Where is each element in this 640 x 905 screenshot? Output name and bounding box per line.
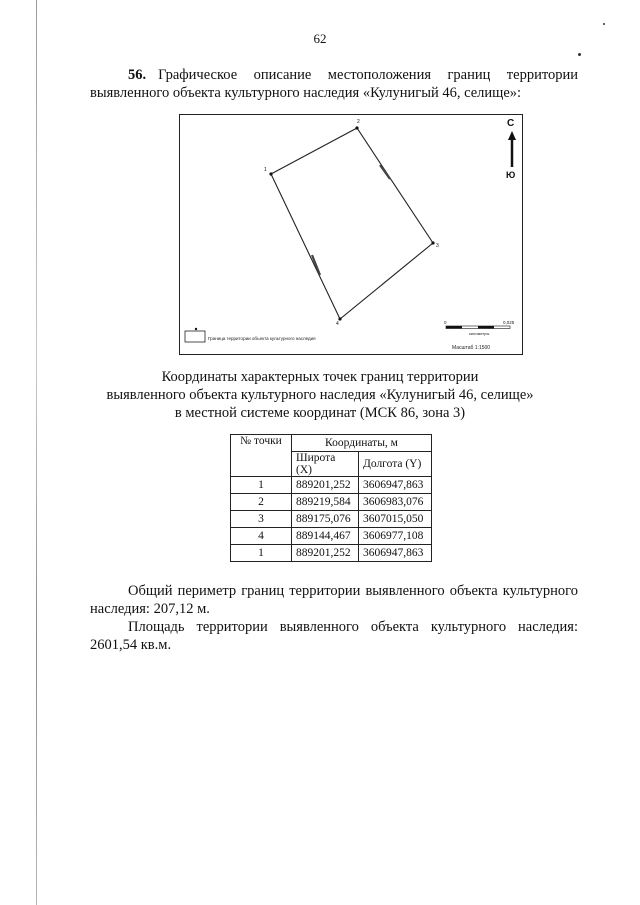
- scan-speck: [578, 53, 581, 56]
- header-lon: Долгота (Y): [359, 452, 432, 477]
- cell-x: 889201,252: [292, 545, 359, 562]
- scale-unit: километры: [469, 331, 490, 336]
- legend-swatch: [185, 331, 205, 342]
- south-label: Ю: [506, 170, 516, 180]
- cell-point: 4: [231, 528, 292, 545]
- cell-x: 889219,584: [292, 494, 359, 511]
- table-row: [231, 477, 432, 494]
- cell-point: 2: [231, 494, 292, 511]
- header-coordinates: Координаты, м: [292, 435, 432, 452]
- legend-label: Граница территории объекта культурного наследия: [208, 336, 316, 341]
- table-row: [231, 528, 432, 545]
- cell-y: 3606977,108: [359, 528, 432, 545]
- cell-point: 1: [231, 545, 292, 562]
- cell-y: 3607015,050: [359, 511, 432, 528]
- cell-point: 3: [231, 511, 292, 528]
- scan-edge-line: [36, 0, 37, 905]
- cell-y: 3606947,863: [359, 545, 432, 562]
- coordinates-table: [230, 434, 432, 562]
- territory-boundary: [271, 128, 433, 319]
- perimeter-text: Общий периметр границ территории выявленного объекта культурного наследия: 207,12 м.: [90, 583, 578, 617]
- cell-x: 889201,252: [292, 477, 359, 494]
- page-number: 62: [313, 31, 327, 46]
- cell-y: 3606983,076: [359, 494, 432, 511]
- boundary-point-marker: [355, 126, 358, 129]
- perimeter-paragraph: [90, 582, 578, 618]
- cell-point: 1: [231, 477, 292, 494]
- scale-start: 0: [444, 320, 447, 325]
- point-label-4: 4: [336, 321, 339, 327]
- header-lat: Широта (X): [292, 452, 359, 477]
- coordinates-title-line2: выявленного объекта культурного наследия «Кулунигый 46, селище»: [106, 387, 534, 403]
- section-heading-text: Графическое описание местоположения границ территории выявленного объекта культурного наследия «Кулунигый 46, селище»:: [90, 67, 578, 101]
- north-label: С: [507, 118, 515, 129]
- boundary-map-drawing: [180, 115, 524, 356]
- point-label-3: 3: [436, 243, 439, 249]
- boundary-point-marker: [431, 241, 434, 244]
- table-row: [231, 494, 432, 511]
- coordinates-title-line1: Координаты характерных точек границ территории: [161, 369, 479, 385]
- header-point: № точки: [231, 435, 292, 477]
- cell-x: 889144,467: [292, 528, 359, 545]
- cell-x: 889175,076: [292, 511, 359, 528]
- boundary-hatch: [312, 255, 320, 275]
- cell-y: 3606947,863: [359, 477, 432, 494]
- north-arrow-icon: [508, 131, 516, 167]
- coordinates-title-line3: в местной системе координат (МСК 86, зона 3): [174, 405, 466, 421]
- scale-end: 0,025: [503, 320, 515, 325]
- boundary-hatch: [380, 165, 390, 179]
- section-number: 56.: [128, 67, 147, 83]
- section-heading: [90, 66, 578, 102]
- point-label-1: 1: [264, 167, 267, 173]
- scale-ratio: Масштаб 1:1500: [452, 345, 491, 351]
- area-paragraph: [90, 618, 578, 654]
- table-row: [231, 545, 432, 562]
- table-row: [231, 511, 432, 528]
- area-text: Площадь территории выявленного объекта культурного наследия: 2601,54 кв.м.: [90, 619, 578, 653]
- scan-speck: [603, 23, 605, 25]
- table-header-row: [231, 435, 432, 452]
- coordinates-title: [0, 368, 640, 422]
- boundary-map: [179, 114, 523, 355]
- boundary-point-marker: [269, 172, 272, 175]
- point-label-2: 2: [357, 119, 360, 125]
- scale-bar: [446, 326, 510, 329]
